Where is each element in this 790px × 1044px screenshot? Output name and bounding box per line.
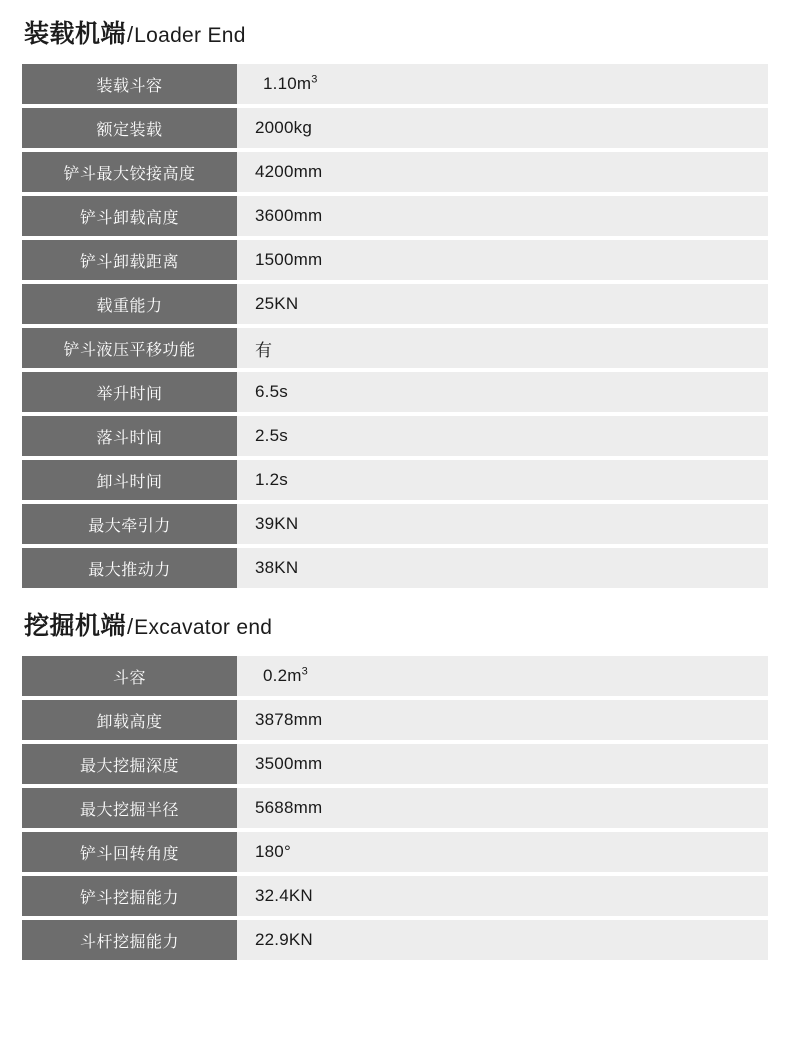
spec-label: 最大挖掘深度 bbox=[22, 744, 237, 784]
spec-label: 卸载高度 bbox=[22, 700, 237, 740]
table-row bbox=[22, 876, 768, 916]
spec-value-text: 180° bbox=[255, 842, 291, 861]
spec-value bbox=[237, 240, 768, 280]
spec-value bbox=[237, 108, 768, 148]
spec-label: 落斗时间 bbox=[22, 416, 237, 456]
section-title-cn: 装载机端 bbox=[24, 19, 127, 48]
section-title-en: Excavator end bbox=[134, 616, 273, 639]
spec-table bbox=[22, 60, 768, 592]
spec-value-text: 4200mm bbox=[255, 162, 323, 181]
spec-value bbox=[237, 744, 768, 784]
spec-table bbox=[22, 652, 768, 964]
spec-value bbox=[237, 700, 768, 740]
spec-value bbox=[237, 876, 768, 916]
spec-value-superscript: 3 bbox=[301, 665, 308, 678]
table-row bbox=[22, 372, 768, 412]
spec-label: 铲斗回转角度 bbox=[22, 832, 237, 872]
table-row bbox=[22, 416, 768, 456]
spec-value-text: 38KN bbox=[255, 558, 299, 577]
spec-value-text: 0.2m bbox=[263, 666, 302, 685]
table-row bbox=[22, 744, 768, 784]
spec-value-text: 有 bbox=[255, 340, 273, 360]
spec-value-text: 1.2s bbox=[255, 470, 288, 489]
spec-value-text: 25KN bbox=[255, 294, 299, 313]
spec-value bbox=[237, 196, 768, 236]
section-heading bbox=[22, 592, 768, 652]
spec-value-text: 3600mm bbox=[255, 206, 323, 225]
section-title-separator: / bbox=[127, 614, 134, 639]
spec-label: 铲斗最大铰接高度 bbox=[22, 152, 237, 192]
spec-value bbox=[237, 64, 768, 104]
spec-value-text: 2000kg bbox=[255, 118, 312, 137]
spec-value-superscript: 3 bbox=[311, 73, 318, 86]
spec-value bbox=[237, 832, 768, 872]
spec-label: 铲斗挖掘能力 bbox=[22, 876, 237, 916]
spec-value bbox=[237, 920, 768, 960]
spec-value-text: 22.9KN bbox=[255, 930, 313, 949]
spec-value bbox=[237, 328, 768, 368]
spec-value-text: 1500mm bbox=[255, 250, 323, 269]
spec-value bbox=[237, 788, 768, 828]
spec-value-text: 3878mm bbox=[255, 710, 323, 729]
table-row bbox=[22, 656, 768, 696]
spec-value bbox=[237, 504, 768, 544]
spec-value bbox=[237, 460, 768, 500]
section-title-separator: / bbox=[127, 22, 134, 47]
spec-label: 额定装载 bbox=[22, 108, 237, 148]
table-row bbox=[22, 700, 768, 740]
spec-label: 铲斗液压平移功能 bbox=[22, 328, 237, 368]
spec-label: 卸斗时间 bbox=[22, 460, 237, 500]
spec-label: 最大挖掘半径 bbox=[22, 788, 237, 828]
table-row bbox=[22, 240, 768, 280]
table-row bbox=[22, 64, 768, 104]
spec-value-text: 5688mm bbox=[255, 798, 323, 817]
spec-value-text: 1.10m bbox=[263, 74, 312, 93]
table-row bbox=[22, 548, 768, 588]
spec-label: 铲斗卸载高度 bbox=[22, 196, 237, 236]
table-row bbox=[22, 196, 768, 236]
sections-container bbox=[22, 0, 768, 964]
spec-value bbox=[237, 372, 768, 412]
spec-value bbox=[237, 284, 768, 324]
spec-value bbox=[237, 152, 768, 192]
spec-label: 斗杆挖掘能力 bbox=[22, 920, 237, 960]
table-row bbox=[22, 152, 768, 192]
spec-value bbox=[237, 548, 768, 588]
table-row bbox=[22, 788, 768, 828]
table-row bbox=[22, 832, 768, 872]
spec-label: 最大牵引力 bbox=[22, 504, 237, 544]
spec-value-text: 39KN bbox=[255, 514, 299, 533]
spec-value-text: 6.5s bbox=[255, 382, 288, 401]
spec-label: 载重能力 bbox=[22, 284, 237, 324]
spec-value bbox=[237, 656, 768, 696]
spec-label: 斗容 bbox=[22, 656, 237, 696]
section-title-cn: 挖掘机端 bbox=[24, 611, 127, 640]
table-row bbox=[22, 460, 768, 500]
spec-value-text: 32.4KN bbox=[255, 886, 313, 905]
spec-value-text: 3500mm bbox=[255, 754, 323, 773]
spec-value-text: 2.5s bbox=[255, 426, 288, 445]
table-row bbox=[22, 920, 768, 960]
section-title-en: Loader End bbox=[134, 24, 246, 47]
spec-label: 举升时间 bbox=[22, 372, 237, 412]
table-row bbox=[22, 328, 768, 368]
spec-label: 最大推动力 bbox=[22, 548, 237, 588]
spec-label: 铲斗卸载距离 bbox=[22, 240, 237, 280]
spec-value bbox=[237, 416, 768, 456]
spec-label: 装载斗容 bbox=[22, 64, 237, 104]
table-row bbox=[22, 108, 768, 148]
table-row bbox=[22, 504, 768, 544]
section-heading bbox=[22, 0, 768, 60]
table-row bbox=[22, 284, 768, 324]
